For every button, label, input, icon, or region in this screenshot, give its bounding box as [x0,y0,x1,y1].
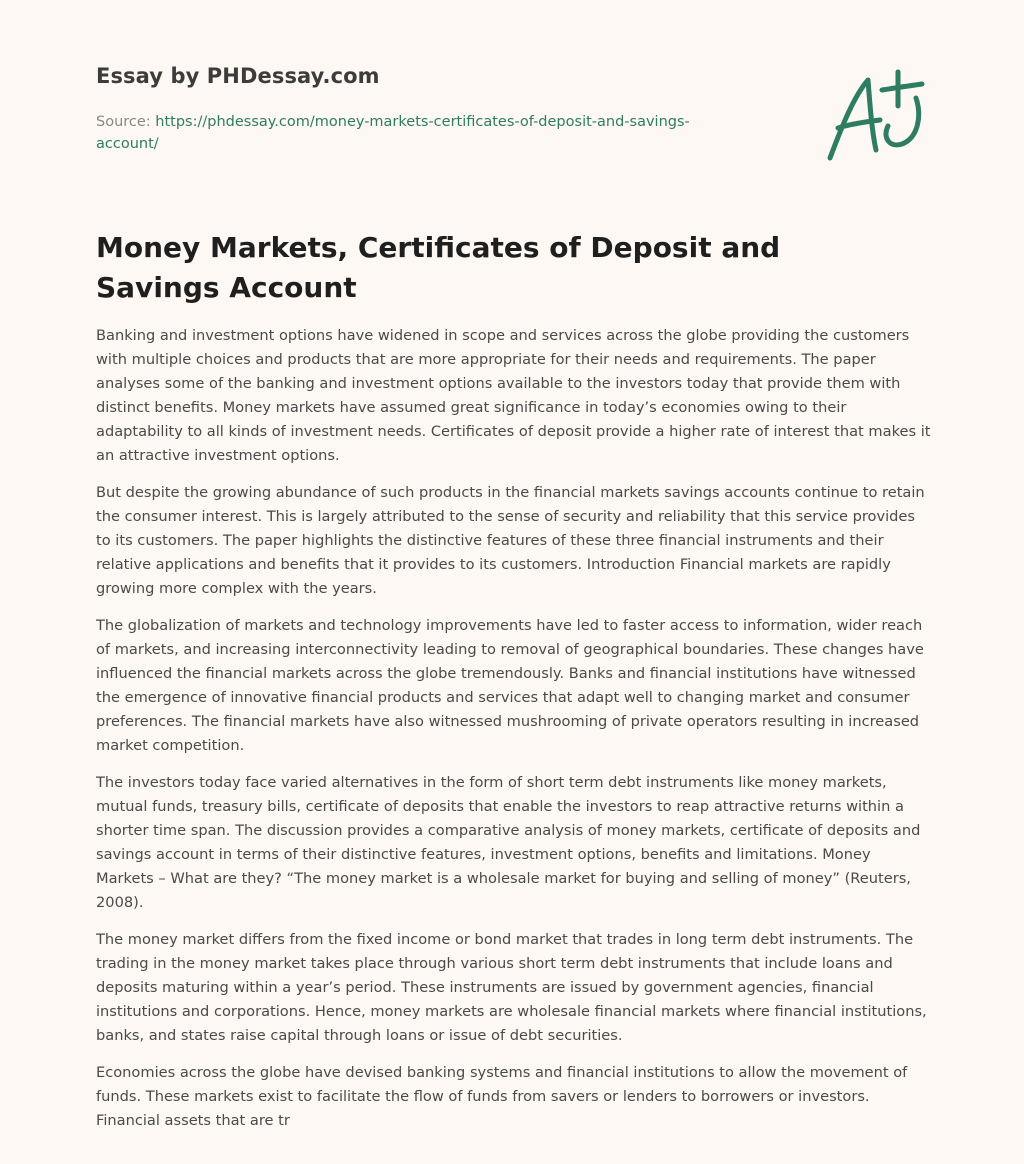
source-label: Source: [96,114,151,130]
source-line [96,111,736,155]
source-link[interactable]: https://phdessay.com/money-markets-certificates-of-deposit-and-savings-account/ [96,114,690,152]
essay-body [96,324,932,1146]
essay-paragraph: But despite the growing abundance of such products in the financial markets savings accounts continue to retain the consumer interest. This is largely attributed to the sense of security and reliability that this service provides to its customers. The paper highlights the distinctive features of these three financial instruments and their relative applications and benefits that it provides to its customers. Introduction Financial markets are rapidly growing more complex with the years. [96,484,925,597]
essay-paragraph: Banking and investment options have widened in scope and services across the globe providing the customers with multiple choices and products that are more appropriate for their needs and requirements. The paper analyses some of the banking and investment options available to the investors today that provide them with distinct benefits. Money markets have assumed great significance in today’s economies owing to their adaptability to all kinds of investment needs. Certificates of deposit provide a higher rate of interest that makes it an attractive investment options. [96,327,931,464]
essay-paragraph: The globalization of markets and technology improvements have led to faster access to information, wider reach of markets, and increasing interconnectivity leading to removal of geographical boundaries. These changes have influenced the financial markets across the globe tremendously. Banks and financial institutions have witnessed the emergence of innovative financial products and services that adapt well to changing market and consumer preferences. The financial markets have also witnessed mushrooming of private operators resulting in increased market competition. [96,617,924,754]
essay-paragraph: Economies across the globe have devised banking systems and financial institutions to allow the movement of funds. These markets exist to facilitate the flow of funds from savers or lenders to borrowers or investors. Financial assets that are tr [96,1064,908,1129]
site-brand[interactable]: Essay by PHDessay.com [96,64,380,88]
essay-paragraph: The money market differs from the fixed income or bond market that trades in long term debt instruments. The trading in the money market takes place through various short term debt instruments that include loans and deposits maturing within a year’s period. These instruments are issued by government agencies, financial institutions and corporations. Hence, money markets are wholesale financial markets where financial institutions, banks, and states raise capital through loans or issue of debt securities. [96,931,927,1044]
essay-title: Money Markets, Certificates of Deposit and Savings Account [96,231,781,304]
essay-paragraph: The investors today face varied alternatives in the form of short term debt instruments like money markets, mutual funds, treasury bills, certificate of deposits that enable the investors to reap attractive returns within a shorter time span. The discussion provides a comparative analysis of money markets, certificate of deposits and savings account in terms of their distinctive features, investment options, benefits and limitations. Money Markets – What are they? “The money market is a wholesale market for buying and selling of money” (Reuters, 2008). [96,774,921,911]
a-plus-grade-icon [824,66,928,166]
